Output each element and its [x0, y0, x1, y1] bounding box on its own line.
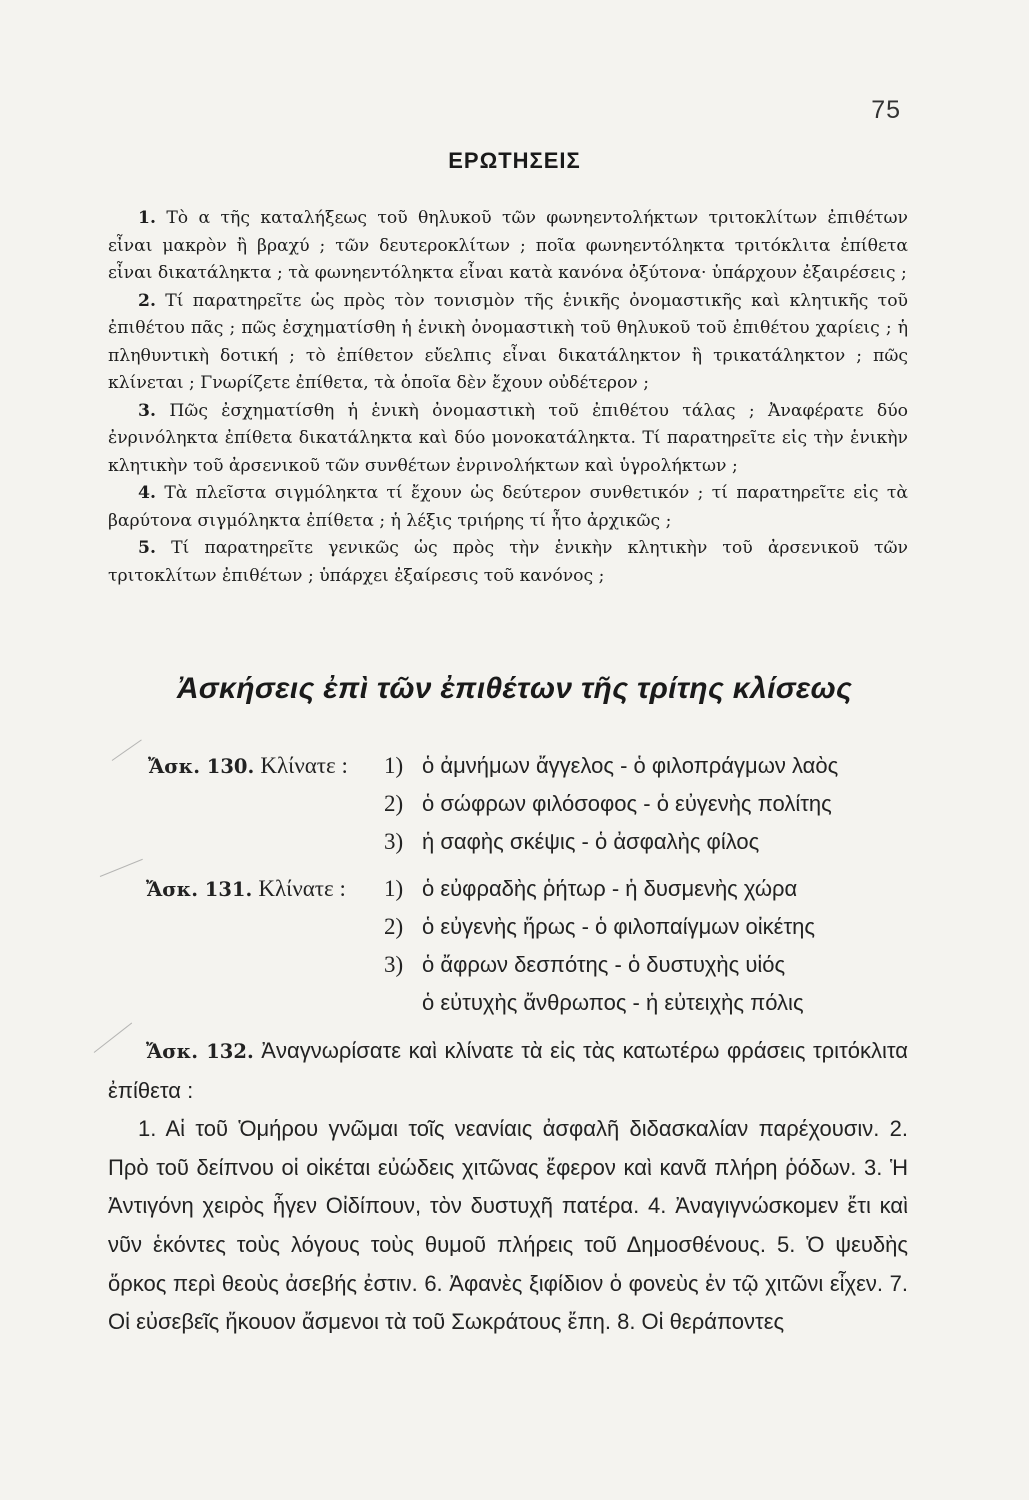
exercise-132-instruction: Ἀναγνωρίσατε καὶ κλίνατε τὰ εἰς τὰς κατωτέρω φράσεις τριτόκλιτα ἐπίθετα :: [108, 1038, 908, 1103]
question-number: 5.: [138, 538, 156, 558]
item-text: ὁ σώφρων φιλόσοφος - ὁ εὐγενὴς πολίτης: [422, 791, 832, 816]
item-text: ὁ ἄφρων δεσπότης - ὁ δυστυχὴς υἱός: [422, 952, 786, 977]
item-text: ὁ εὐφραδὴς ῥήτωρ - ἡ δυσμενὴς χώρα: [422, 876, 798, 901]
question-item: [108, 535, 908, 590]
item-number: 2): [384, 914, 404, 939]
exercise-131-item-3: [384, 952, 785, 978]
question-text: Τί παρατηρεῖτε γενικῶς ὡς πρὸς τὴν ἑνικὴν κλητικὴν τοῦ ἀρσενικοῦ τῶν τριτοκλίτων ἐπιθέτων ; ὑπάρχει ἐξαίρεσις τοῦ κανόνος ;: [108, 538, 908, 586]
item-number: 2): [384, 791, 404, 816]
exercise-131-label-row: [146, 870, 346, 909]
exercise-131-label: Ἄσκ. 131.: [146, 878, 253, 901]
question-number: 3.: [138, 400, 156, 421]
exercise-132-label: Ἄσκ. 132.: [146, 1040, 254, 1063]
item-number: 3): [384, 952, 404, 977]
exercise-130-verb: Κλίνατε :: [260, 753, 348, 778]
question-number: 4.: [138, 483, 156, 503]
pencil-mark: [100, 859, 143, 877]
exercise-132-intro: [108, 1032, 908, 1110]
questions-title: ΕΡΩΤΗΣΕΙΣ: [448, 148, 581, 173]
exercise-130-item-3: [384, 829, 759, 855]
question-number: 2.: [138, 290, 156, 311]
question-text: Τί παρατηρεῖτε ὡς πρὸς τὸν τονισμὸν τῆς ἑνικῆς ὀνομαστικῆς καὶ κλητικῆς τοῦ ἐπιθέτου πᾶς ; πῶς ἐσχηματίσθη ἡ ἑνικὴ ὀνομαστικὴ τοῦ θηλυκοῦ τοῦ ἐπιθέτου χαρίεις ; ἡ πληθυντικὴ δοτική ; τὸ ἐπίθετον εὔελπις εἶναι δικατάληκτον ἢ τρικατάληκτον ; πῶς κλίνεται ; Γνωρίζετε ἐπίθετα, τὰ ὁποῖα δὲν ἔχουν οὐδέτερον ;: [108, 290, 908, 393]
exercise-130-label: Ἄσκ. 130.: [148, 755, 255, 778]
questions-list: [108, 205, 908, 590]
question-text: Τὸ α τῆς καταλήξεως τοῦ θηλυκοῦ τῶν φωνηεντολήκτων τριτοκλίτων ἐπιθέτων εἶναι μακρὸν ἢ βραχύ ; τῶν δευτεροκλίτων ; ποῖα φωνηεντόληκτα τριτόκλιτα ἐπίθετα εἶναι δικατάληκτα ; τὰ φωνηεντόληκτα εἶναι κατὰ κανόνα ὀξύτονα· ὑπάρχουν ἐξαιρέσεις ;: [108, 208, 909, 283]
item-number: 1): [384, 753, 404, 778]
page-number: 75: [871, 96, 901, 124]
item-text: ὁ εὐτυχὴς ἄνθρωπος - ἡ εὐτειχὴς πόλις: [422, 990, 804, 1015]
question-item: [108, 288, 908, 398]
item-number: 1): [384, 876, 404, 901]
exercise-130-item-1: [384, 753, 838, 779]
item-number: 3): [384, 829, 404, 854]
exercises-heading: Ἀσκήσεις ἐπὶ τῶν ἐπιθέτων τῆς τρίτης κλίσεως: [176, 672, 853, 705]
item-text: ἡ σαφὴς σκέψις - ὁ ἀσφαλὴς φίλος: [422, 829, 760, 854]
exercise-131-item-1: [384, 876, 797, 902]
item-text: ὁ εὐγενὴς ἥρως - ὁ φιλοπαίγμων οἰκέτης: [422, 914, 816, 939]
exercise-131-item-4: [384, 990, 804, 1016]
exercise-132-body: 1. Αἱ τοῦ Ὁμήρου γνῶμαι τοῖς νεανίαις ἀσφαλῆ διδασκαλίαν παρέχουσιν. 2. Πρὸ τοῦ δείπνου οἱ οἰκέται εὐώδεις χιτῶνας ἔφερον καὶ κανᾶ πλήρη ῥόδων. 3. Ἡ Ἀντιγόνη χειρὸς ἦγεν Οἰδίπουν, τὸν δυστυχῆ πατέρα. 4. Ἀναγιγνώσκομεν ἔτι καὶ νῦν ἑκόντες τοὺς λόγους τοὺς θυμοῦ πλήρεις τοῦ Δημοσθένους. 5. Ὁ ψευδὴς ὅρκος περὶ θεοὺς ἀσεβής ἐστιν. 6. Ἀφανὲς ξιφίδιον ὁ φονεὺς ἐν τῷ χιτῶνι εἶχεν. 7. Οἱ εὐσεβεῖς ἤκουον ἄσμενοι τὰ τοῦ Σωκράτους ἔπη. 8. Οἱ θεράποντες: [108, 1116, 908, 1335]
question-number: 1.: [138, 208, 156, 228]
question-item: [108, 205, 908, 288]
question-text: Τὰ πλεῖστα σιγμόληκτα τί ἔχουν ὡς δεύτερον συνθετικόν ; τί παρατηρεῖτε εἰς τὰ βαρύτονα σιγμόληκτα ἐπίθετα ; ἡ λέξις τριήρης τί ἦτο ἀρχικῶς ;: [108, 483, 909, 531]
pencil-mark: [112, 739, 142, 760]
exercise-130-label-row: [148, 747, 348, 786]
question-text: Πῶς ἐσχηματίσθη ἡ ἑνικὴ ὀνομαστικὴ τοῦ ἐπιθέτου τάλας ; Ἀναφέρατε δύο ἐνρινόληκτα ἐπίθετα δικατάληκτα καὶ δύο μονοκατάληκτα. Τί παρατηρεῖτε εἰς τὴν ἑνικὴν κλητικὴν τοῦ ἀρσενικοῦ τῶν συνθέτων ἐνρινολήκτων καὶ ὑγρολήκτων ;: [108, 400, 908, 476]
exercise-132: [108, 1032, 908, 1342]
exercise-130-item-2: [384, 791, 832, 817]
question-item: [108, 398, 908, 481]
exercise-131-verb: Κλίνατε :: [258, 876, 346, 901]
item-text: ὁ ἀμνήμων ἄγγελος - ὁ φιλοπράγμων λαὸς: [422, 753, 839, 778]
question-item: [108, 480, 908, 535]
exercise-131-item-2: [384, 914, 815, 940]
